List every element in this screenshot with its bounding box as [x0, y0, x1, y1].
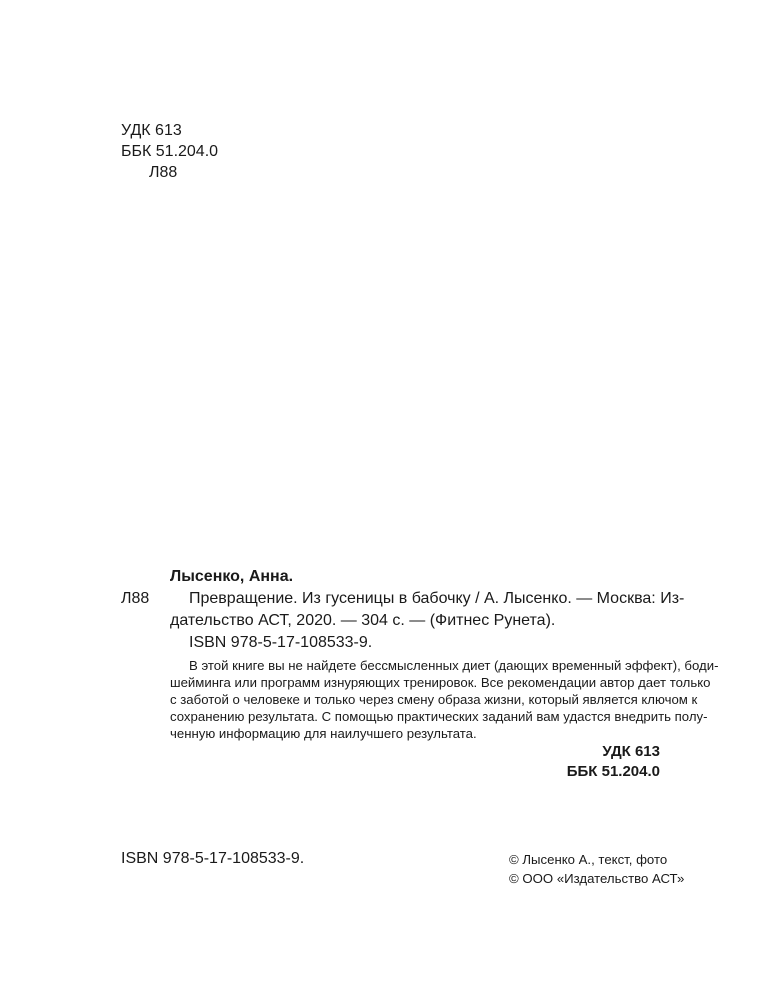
card-author: Лысенко, Анна.	[170, 568, 294, 585]
annotation-line-5: ченную информацию для наилучшего результата.	[170, 726, 477, 741]
bbk-code: ББК 51.204.0	[121, 143, 219, 160]
card-isbn: ISBN 978-5-17-108533-9.	[189, 634, 373, 651]
udk-code: УДК 613	[121, 122, 182, 139]
annotation-line-1: В этой книге вы не найдете бессмысленных диет (дающих временный эффект), боди-	[189, 658, 719, 673]
annotation-line-2: шейминга или программ изнуряющих тренировок. Все рекомендации автор дает только	[170, 675, 711, 690]
annotation-line-3: с заботой о человеке и только через смену образа жизни, который является ключом к	[170, 692, 698, 707]
card-udk-code: УДК 613	[602, 743, 660, 760]
card-author-sign: Л88	[121, 590, 150, 607]
card-description-line-1: Превращение. Из гусеницы в бабочку / А. Лысенко. — Москва: Из-	[189, 590, 685, 607]
footer-isbn: ISBN 978-5-17-108533-9.	[121, 850, 305, 867]
card-description-line-2: дательство АСТ, 2020. — 304 с. — (Фитнес Рунета).	[170, 612, 556, 629]
annotation-line-4: сохранению результата. С помощью практических заданий вам удастся внедрить полу-	[170, 709, 708, 724]
author-sign-code: Л88	[149, 164, 178, 181]
card-bbk-code: ББК 51.204.0	[566, 763, 660, 780]
copyright-text: © Лысенко А., текст, фото	[509, 852, 668, 867]
copyright-publisher: © ООО «Издательство АСТ»	[509, 871, 685, 886]
